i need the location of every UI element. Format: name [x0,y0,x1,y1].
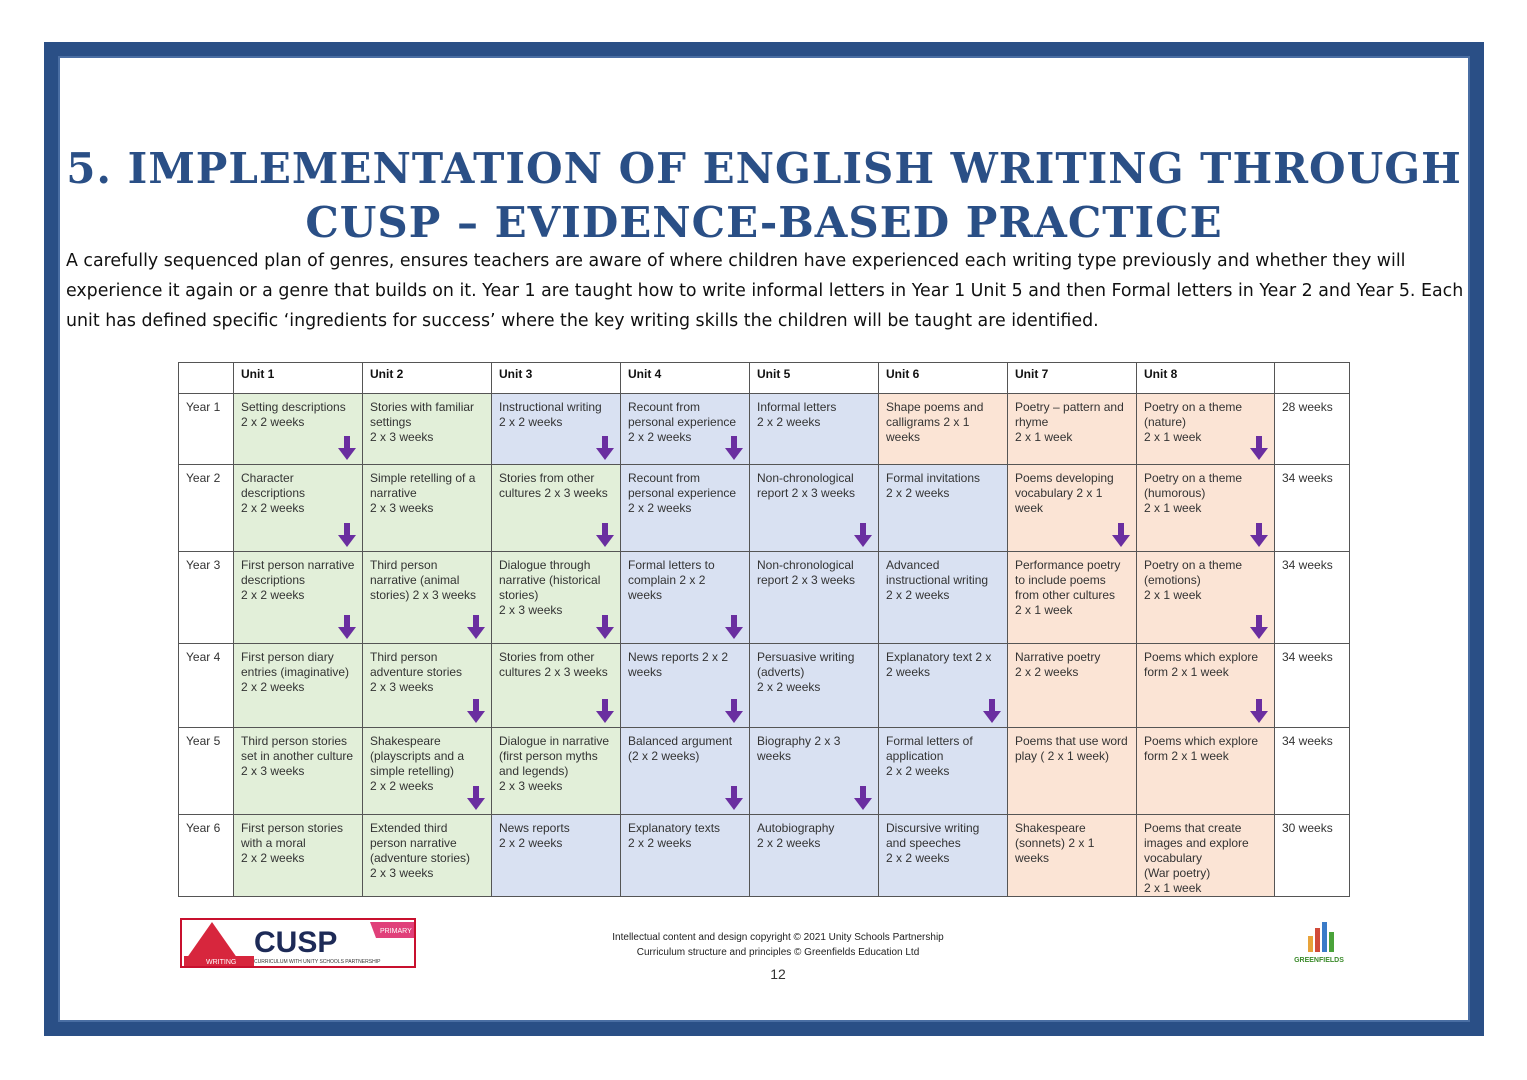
unit-cell-text: First person narrative descriptions 2 x 2 weeks [241,558,355,602]
unit-cell [621,728,750,815]
unit-cell [1008,728,1137,815]
header-cell-unit-3: Unit 3 [492,363,621,394]
copyright-line-2: Curriculum structure and principles © Greenfields Education Ltd [636,947,920,958]
unit-cell [363,728,492,815]
down-arrow-icon [725,615,743,639]
header-cell-unit-5: Unit 5 [750,363,879,394]
header-cell-unit-6: Unit 6 [879,363,1008,394]
total-weeks-cell: 34 weeks [1275,644,1350,728]
year-label-cell: Year 6 [179,815,234,897]
unit-cell-text: Formal letters to complain 2 x 2 weeks [628,558,715,602]
unit-cell-text: Formal invitations 2 x 2 weeks [886,471,981,500]
unit-cell-text: Informal letters 2 x 2 weeks [757,400,837,429]
down-arrow-icon [596,615,614,639]
unit-cell [621,552,750,644]
unit-cell-text: Dialogue in narrative (first person myths and legends) 2 x 3 weeks [499,734,610,793]
unit-cell-text: Poems developing vocabulary 2 x 1 week [1015,471,1114,515]
unit-cell-text: Autobiography 2 x 2 weeks [757,821,835,850]
unit-cell [879,644,1008,728]
unit-cell [1137,394,1275,465]
down-arrow-icon [467,786,485,810]
table-body [179,394,1350,897]
unit-cell-text: Extended third person narrative (adventure stories) 2 x 3 weeks [370,821,471,880]
unit-cell [234,815,363,897]
cusp-writing-text: WRITING [206,959,237,966]
unit-cell [879,465,1008,552]
header-cell-unit-8: Unit 8 [1137,363,1275,394]
down-arrow-icon [338,436,356,460]
unit-cell-text: Narrative poetry 2 x 2 weeks [1015,650,1101,679]
down-arrow-icon [338,615,356,639]
unit-cell-text: Recount from personal experience 2 x 2 weeks [628,471,737,515]
unit-cell [492,815,621,897]
unit-cell-text: First person stories with a moral 2 x 2 weeks [241,821,344,865]
unit-cell [492,552,621,644]
year-label-cell: Year 2 [179,465,234,552]
unit-cell [621,465,750,552]
unit-cell [363,465,492,552]
unit-cell [1008,552,1137,644]
header-cell-unit-1: Unit 1 [234,363,363,394]
unit-cell [234,644,363,728]
unit-cell [363,552,492,644]
copyright-line-1: Intellectual content and design copyright © 2021 Unity Schools Partnership [612,932,944,943]
unit-cell [234,552,363,644]
unit-cell [1008,465,1137,552]
unit-cell [1137,728,1275,815]
unit-cell [879,552,1008,644]
unit-cell-text: Poetry on a theme (humorous) 2 x 1 week [1144,471,1243,515]
unit-cell [750,815,879,897]
down-arrow-icon [725,786,743,810]
unit-cell [621,815,750,897]
unit-cell-text: Instructional writing 2 x 2 weeks [499,400,602,429]
unit-cell-text: Formal letters of application 2 x 2 weeks [886,734,973,778]
unit-cell-text: Performance poetry to include poems from other cultures 2 x 1 week [1015,558,1121,617]
unit-cell-text: Poems which explore form 2 x 1 week [1144,650,1259,679]
unit-cell-text: Balanced argument (2 x 2 weeks) [628,734,733,763]
down-arrow-icon [467,615,485,639]
down-arrow-icon [596,436,614,460]
unit-cell-text: Explanatory texts 2 x 2 weeks [628,821,721,850]
table-header-row [179,363,1350,394]
unit-cell-text: Stories with familiar settings 2 x 3 weeks [370,400,475,444]
year-label-cell: Year 5 [179,728,234,815]
unit-cell [879,728,1008,815]
unit-cell-text: Dialogue through narrative (historical stories) 2 x 3 weeks [499,558,601,617]
unit-cell [1137,644,1275,728]
table-row [179,728,1350,815]
unit-cell [750,465,879,552]
unit-cell-text: Third person adventure stories 2 x 3 weeks [370,650,463,694]
down-arrow-icon [983,699,1001,723]
footer-copyright [578,930,978,960]
unit-cell [750,552,879,644]
intro-paragraph: A carefully sequenced plan of genres, ensures teachers are aware of where children have experienced each writing type previously and whether they will experience it again or a genre that builds on it. Year 1 are taught how to write informal letters in Year 1 Unit 5 and then Formal letters in Year 2 and Year 5. Each unit has defined specific ‘ingredients for success’ where the key writing skills the children will be taught are identified. [66,251,1464,331]
unit-cell [234,728,363,815]
writing-plan-table [178,362,1350,897]
unit-cell [621,644,750,728]
cusp-primary-text: PRIMARY [380,928,412,935]
unit-cell [1008,815,1137,897]
unit-cell [750,394,879,465]
unit-cell-text: Non-chronological report 2 x 3 weeks [757,471,856,500]
unit-cell-text: Shakespeare (sonnets) 2 x 1 weeks [1015,821,1095,865]
unit-cell-text: Poetry on a theme (nature) 2 x 1 week [1144,400,1243,444]
unit-cell-text: Shape poems and calligrams 2 x 1 weeks [886,400,984,444]
unit-cell-text: Poetry on a theme (emotions) 2 x 1 week [1144,558,1243,602]
down-arrow-icon [1112,523,1130,547]
down-arrow-icon [1250,436,1268,460]
unit-cell-text: Non-chronological report 2 x 3 weeks [757,558,856,587]
unit-cell [1137,815,1275,897]
unit-cell-text: Poems that create images and explore vocabulary (War poetry) 2 x 1 week [1144,821,1249,895]
unit-cell [492,728,621,815]
unit-cell-text: First person diary entries (imaginative) 2 x 2 weeks [241,650,350,694]
unit-cell [1008,644,1137,728]
unit-cell [879,394,1008,465]
header-cell-unit-4: Unit 4 [621,363,750,394]
down-arrow-icon [854,786,872,810]
unit-cell [750,644,879,728]
year-label-cell: Year 1 [179,394,234,465]
cusp-wordmark: CUSP [254,926,338,959]
header-cell-unit-2: Unit 2 [363,363,492,394]
total-weeks-cell: 34 weeks [1275,552,1350,644]
table-row [179,815,1350,897]
total-weeks-cell: 28 weeks [1275,394,1350,465]
down-arrow-icon [338,523,356,547]
down-arrow-icon [1250,523,1268,547]
unit-cell-text: Biography 2 x 3 weeks [757,734,841,763]
cusp-logo [180,918,416,968]
unit-cell-text: Advanced instructional writing 2 x 2 weeks [886,558,989,602]
unit-cell [363,644,492,728]
down-arrow-icon [854,523,872,547]
unit-cell-text: Discursive writing and speeches 2 x 2 weeks [886,821,980,865]
table-row [179,394,1350,465]
down-arrow-icon [725,436,743,460]
unit-cell-text: Poems that use word play ( 2 x 1 week) [1015,734,1128,763]
year-label-cell: Year 3 [179,552,234,644]
unit-cell [750,728,879,815]
down-arrow-icon [467,699,485,723]
unit-cell-text: Shakespeare (playscripts and a simple retelling) 2 x 2 weeks [370,734,465,793]
unit-cell-text: Stories from other cultures 2 x 3 weeks [499,471,608,500]
down-arrow-icon [1250,615,1268,639]
header-cell-blank [179,363,234,394]
unit-cell [234,394,363,465]
unit-cell [363,815,492,897]
down-arrow-icon [596,699,614,723]
down-arrow-icon [596,523,614,547]
table-row [179,465,1350,552]
unit-cell-text: Stories from other cultures 2 x 3 weeks [499,650,608,679]
unit-cell [492,644,621,728]
greenfields-logo [1284,918,1354,968]
table-row [179,552,1350,644]
cusp-tagline: CURRICULUM WITH UNITY SCHOOLS PARTNERSHIP [254,959,381,965]
down-arrow-icon [1250,699,1268,723]
unit-cell-text: Third person stories set in another culture 2 x 3 weeks [241,734,354,778]
unit-cell-text: Setting descriptions 2 x 2 weeks [241,400,346,429]
table-row [179,644,1350,728]
unit-cell [1137,552,1275,644]
unit-cell-text: Recount from personal experience 2 x 2 weeks [628,400,737,444]
unit-cell-text: Poems which explore form 2 x 1 week [1144,734,1259,763]
unit-cell [234,465,363,552]
page-number: 12 [770,966,786,982]
unit-cell [1008,394,1137,465]
greenfields-wordmark: GREENFIELDS [1294,957,1344,964]
total-weeks-cell: 30 weeks [1275,815,1350,897]
page-frame [44,42,1484,1036]
page-title: 5. IMPLEMENTATION OF ENGLISH WRITING THROUGH CUSP – EVIDENCE-BASED PRACTICE [66,144,1462,247]
total-weeks-cell: 34 weeks [1275,728,1350,815]
unit-cell-text: Explanatory text 2 x 2 weeks [886,650,992,679]
unit-cell-text: News reports 2 x 2 weeks [499,821,570,850]
unit-cell [1137,465,1275,552]
unit-cell-text: Character descriptions 2 x 2 weeks [241,471,306,515]
unit-cell [492,394,621,465]
unit-cell [492,465,621,552]
unit-cell-text: News reports 2 x 2 weeks [628,650,729,679]
header-cell-total [1275,363,1350,394]
year-label-cell: Year 4 [179,644,234,728]
total-weeks-cell: 34 weeks [1275,465,1350,552]
header-cell-unit-7: Unit 7 [1008,363,1137,394]
unit-cell [363,394,492,465]
unit-cell [879,815,1008,897]
unit-cell [621,394,750,465]
down-arrow-icon [725,699,743,723]
unit-cell-text: Third person narrative (animal stories) 2 x 3 weeks [370,558,477,602]
unit-cell-text: Persuasive writing (adverts) 2 x 2 weeks [757,650,855,694]
unit-cell-text: Simple retelling of a narrative 2 x 3 weeks [370,471,476,515]
unit-cell-text: Poetry – pattern and rhyme 2 x 1 week [1015,400,1124,444]
